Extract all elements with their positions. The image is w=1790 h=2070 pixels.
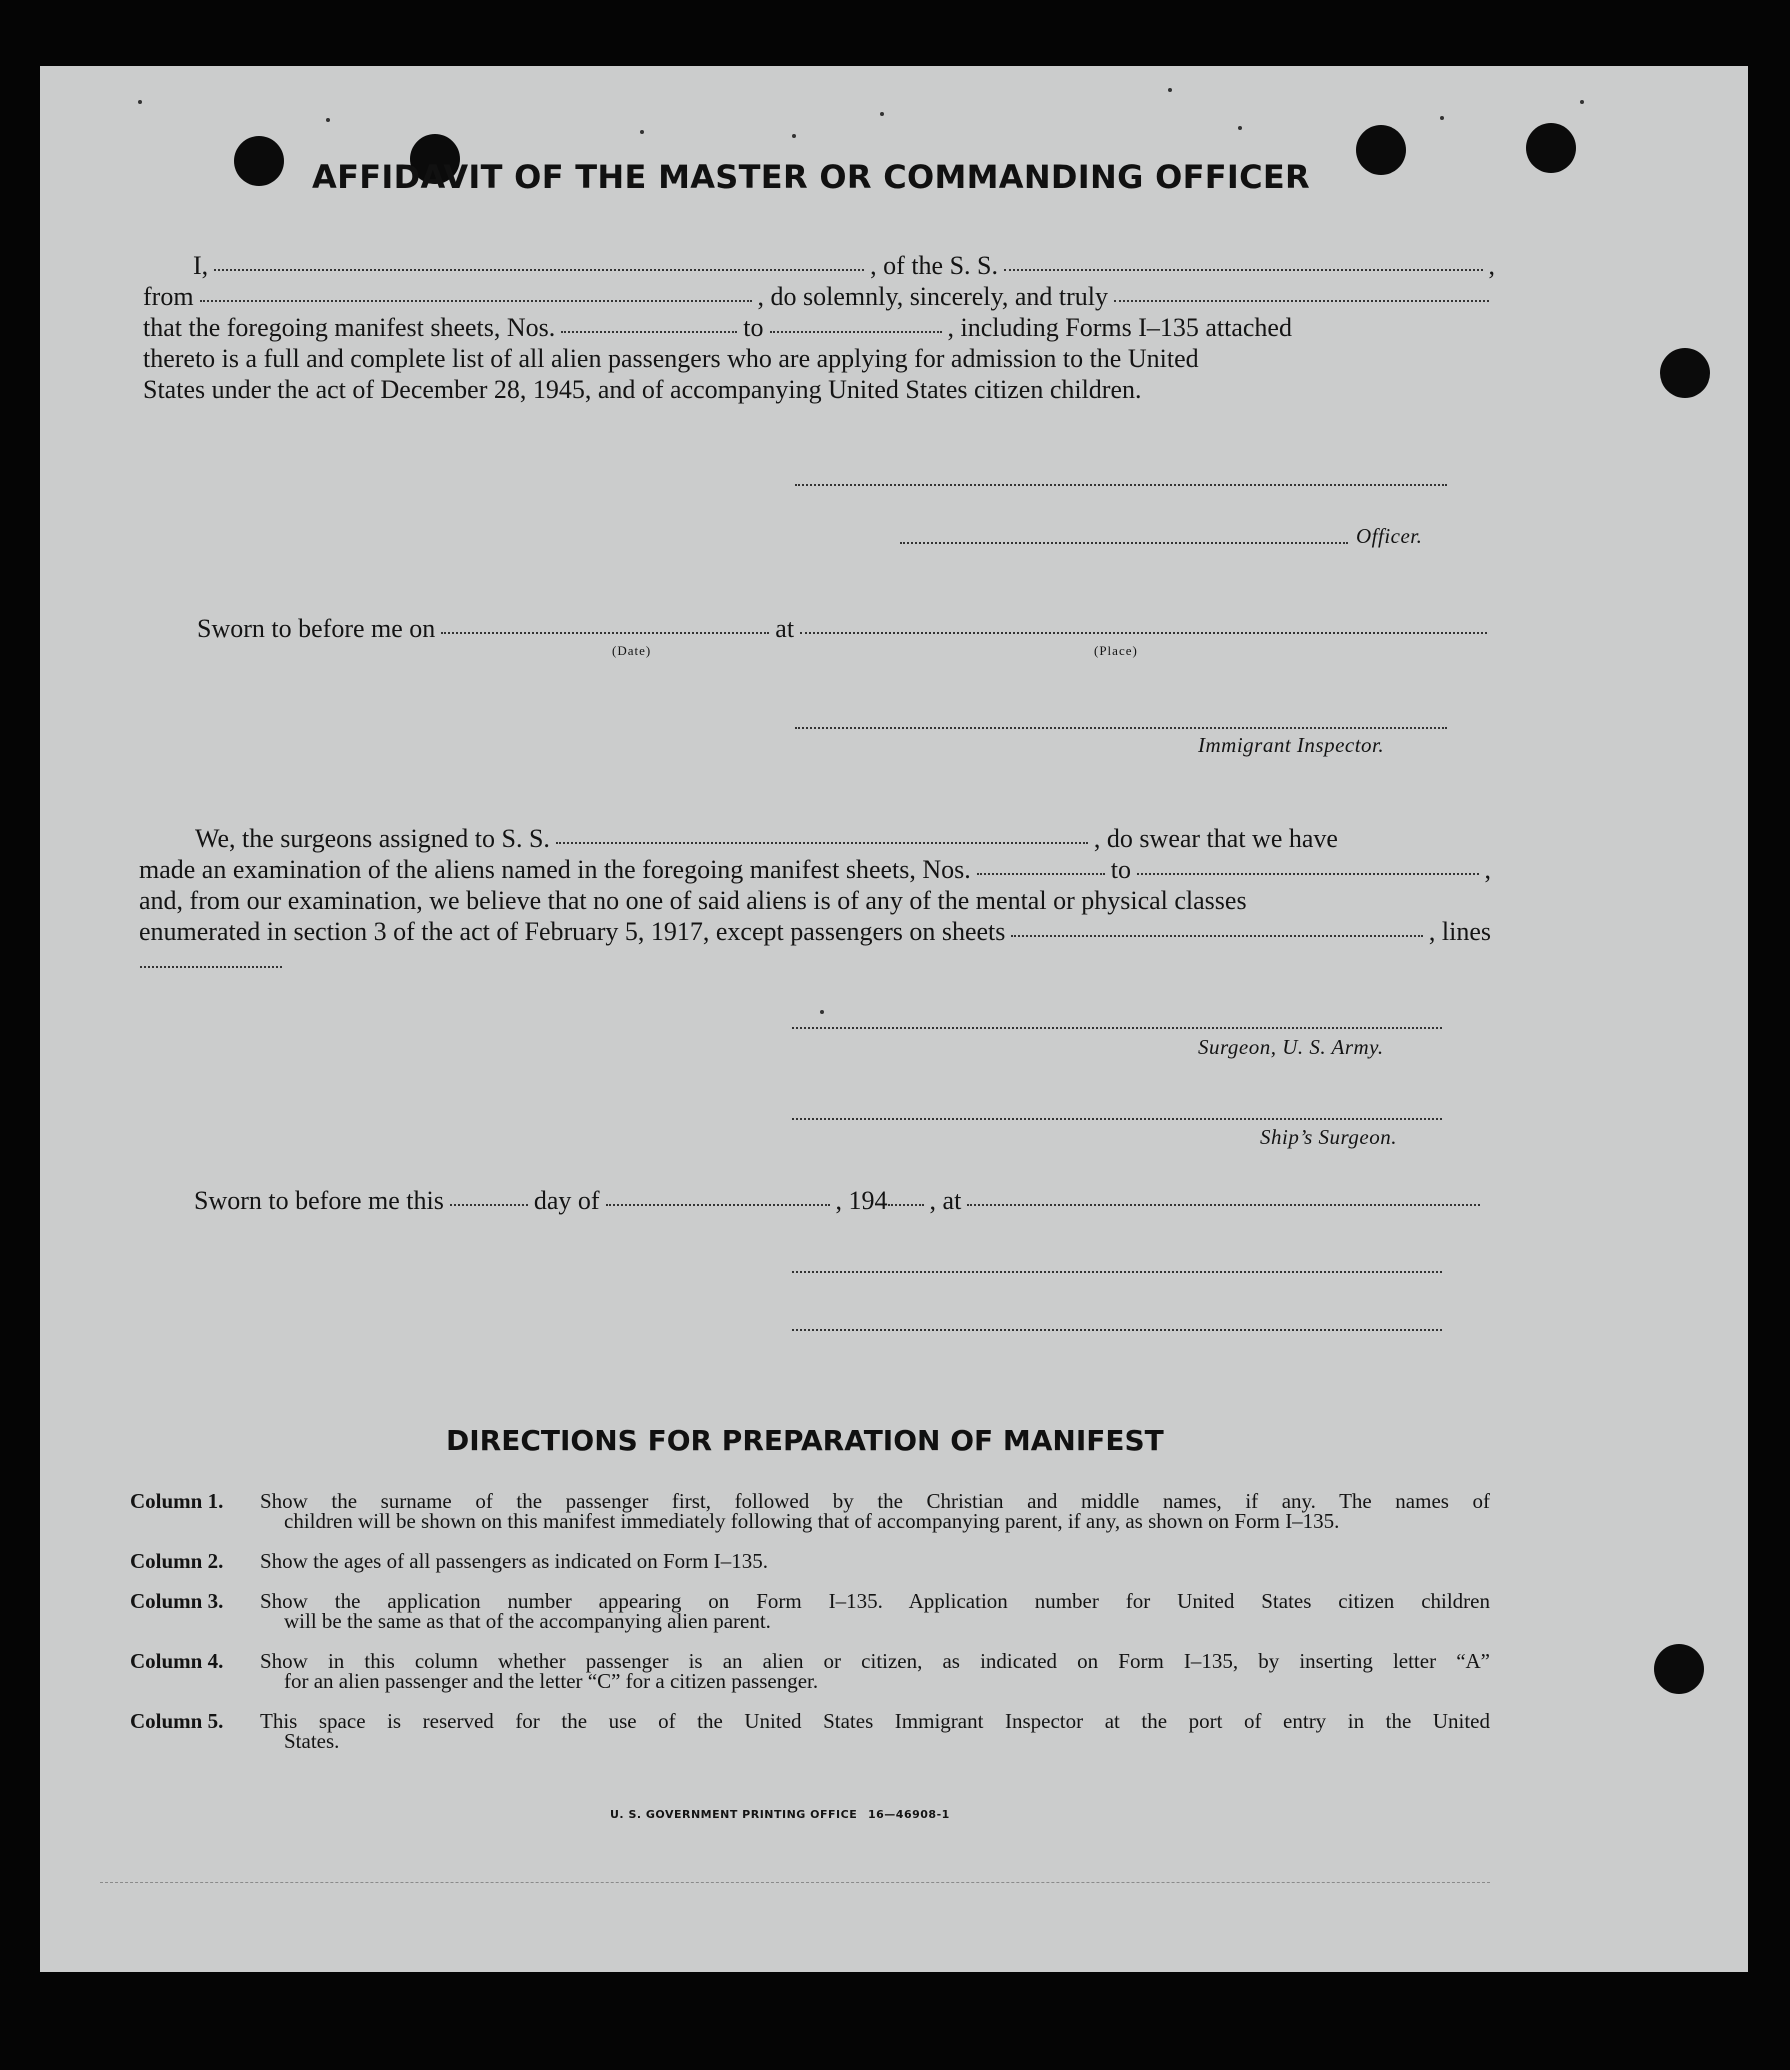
form-number: 16—46908-1 — [868, 1808, 950, 1821]
speck — [1440, 116, 1444, 120]
direction-label: Column 3. — [130, 1589, 224, 1613]
name-blank[interactable] — [214, 269, 864, 271]
surgeons-line-4 — [139, 916, 1491, 947]
speck — [1168, 88, 1172, 92]
speck — [326, 118, 330, 122]
text-sworn-this: Sworn to before me this — [194, 1186, 444, 1215]
sworn-line-2 — [194, 1185, 1486, 1216]
year-blank[interactable] — [888, 1204, 924, 1206]
text-at: at — [775, 614, 795, 643]
date-caption: (Date) — [612, 643, 652, 658]
text-i: I, — [193, 251, 209, 280]
army-surgeon-signature-line[interactable] — [792, 1027, 1442, 1029]
text-at: , at — [929, 1186, 962, 1215]
speck — [1580, 100, 1584, 104]
direction-text: Show the surname of the passenger first, followed by the Christian and middle names, if any. The names of — [260, 1489, 1490, 1513]
signature-line[interactable] — [792, 1329, 1442, 1331]
direction-text-continued: for an alien passenger and the letter “C” for a citizen passenger. — [284, 1669, 819, 1693]
text-examination: made an examination of the aliens named in the foregoing manifest sheets, Nos. — [139, 855, 971, 884]
inspector-caption: Immigrant Inspector. — [1198, 733, 1385, 757]
manifest-to-blank[interactable] — [1137, 873, 1479, 875]
text-from: from — [143, 282, 194, 311]
text-do-swear: , do swear that we have — [1093, 824, 1338, 853]
manifest-from-blank[interactable] — [977, 873, 1105, 875]
text-solemnly: , do solemnly, sincerely, and truly — [757, 282, 1108, 311]
text-surgeons-assigned: We, the surgeons assigned to S. S. — [195, 824, 550, 853]
direction-label: Column 4. — [130, 1649, 224, 1673]
place-blank[interactable] — [800, 632, 1487, 634]
surgeons-line-2 — [139, 854, 1491, 885]
direction-item — [130, 1651, 1490, 1691]
surgeons-line-3: and, from our examination, we believe that no one of said aliens is of any of the mental or physical classes — [139, 886, 1247, 915]
signature-line[interactable] — [795, 484, 1447, 486]
speck — [880, 112, 884, 116]
form-page — [40, 66, 1748, 1972]
sworn-line-1 — [197, 613, 1493, 644]
text-of-ss: , of the S. S. — [870, 251, 999, 280]
place-caption: (Place) — [1094, 643, 1138, 658]
date-blank[interactable] — [441, 632, 769, 634]
speck — [792, 134, 796, 138]
army-surgeon-caption: Surgeon, U. S. Army. — [1198, 1035, 1384, 1059]
direction-label: Column 5. — [130, 1709, 224, 1733]
oath-blank[interactable] — [1114, 300, 1489, 302]
text-year: , 194 — [835, 1186, 888, 1215]
direction-text: Show the application number appearing on Form I–135. Application number for United States citizen children — [260, 1589, 1490, 1613]
text-comma: , — [1484, 855, 1491, 884]
lines-blank[interactable] — [140, 966, 282, 968]
text-lines: , lines — [1428, 917, 1491, 946]
punch-hole — [1660, 348, 1710, 398]
ship-surgeon-signature-line[interactable] — [792, 1118, 1442, 1120]
direction-item — [130, 1591, 1490, 1631]
speck — [138, 100, 142, 104]
direction-text: Show the ages of all passengers as indicated on Form I–135. — [260, 1549, 768, 1573]
punch-hole — [1654, 1644, 1704, 1694]
ship-surgeon-caption: Ship’s Surgeon. — [1260, 1125, 1398, 1149]
direction-text: This space is reserved for the use of the United States Immigrant Inspector at the port of entry in the United — [260, 1709, 1490, 1733]
direction-text: Show in this column whether passenger is an alien or citizen, as indicated on Form I–135, by inserting letter “A” — [260, 1649, 1490, 1673]
text-including: , including Forms I–135 attached — [947, 313, 1292, 342]
directions-list — [130, 1491, 1490, 1771]
direction-item — [130, 1711, 1490, 1751]
affidavit-line-3 — [143, 312, 1495, 343]
affidavit-line-2 — [143, 281, 1495, 312]
affidavit-line-5: States under the act of December 28, 1945, and of accompanying United States citizen children. — [143, 375, 1142, 404]
speck — [820, 1010, 824, 1014]
officer-caption: Officer. — [1356, 524, 1423, 548]
text-to: to — [743, 313, 764, 342]
sheet-from-blank[interactable] — [561, 331, 737, 333]
speck — [1238, 126, 1242, 130]
signature-line[interactable] — [792, 1271, 1442, 1273]
text-sworn: Sworn to before me on — [197, 614, 436, 643]
month-blank[interactable] — [606, 1204, 830, 1206]
rule-line — [100, 1882, 1490, 1883]
direction-item — [130, 1551, 1490, 1571]
affidavit-line-1 — [193, 250, 1495, 281]
affidavit-line-4: thereto is a full and complete list of all alien passengers who are applying for admission to the United — [143, 344, 1199, 373]
direction-text-continued: will be the same as that of the accompanying alien parent. — [284, 1609, 771, 1633]
punch-hole — [1526, 123, 1576, 173]
sheets-blank[interactable] — [1011, 935, 1422, 937]
text-comma: , — [1488, 251, 1495, 280]
surgeons-line-1 — [195, 823, 1491, 854]
direction-text-continued: children will be shown on this manifest immediately following that of accompanying parent, if any, as shown on Form I–135. — [284, 1509, 1340, 1533]
punch-hole — [1356, 125, 1406, 175]
direction-label: Column 1. — [130, 1489, 224, 1513]
direction-item — [130, 1491, 1490, 1531]
speck — [640, 130, 644, 134]
directions-title: DIRECTIONS FOR PREPARATION OF MANIFEST — [446, 1424, 1164, 1457]
inspector-signature-line[interactable] — [795, 727, 1447, 729]
punch-hole — [234, 136, 284, 186]
day-blank[interactable] — [450, 1204, 528, 1206]
officer-signature-line[interactable] — [900, 542, 1348, 544]
text-day-of: day of — [533, 1186, 600, 1215]
sworn-place-blank[interactable] — [967, 1204, 1480, 1206]
text-foregoing: that the foregoing manifest sheets, Nos. — [143, 313, 556, 342]
direction-label: Column 2. — [130, 1549, 224, 1573]
text-to: to — [1110, 855, 1131, 884]
sheet-to-blank[interactable] — [770, 331, 942, 333]
printing-office: U. S. GOVERNMENT PRINTING OFFICE — [610, 1808, 858, 1821]
surgeons-ship-blank[interactable] — [556, 842, 1088, 844]
text-enumerated: enumerated in section 3 of the act of February 5, 1917, except passengers on sheets — [139, 917, 1006, 946]
ship-blank[interactable] — [1004, 269, 1482, 271]
direction-text-continued: States. — [284, 1729, 340, 1753]
from-blank[interactable] — [200, 300, 752, 302]
affidavit-title: AFFIDAVIT OF THE MASTER OR COMMANDING OFFICER — [312, 158, 1310, 196]
